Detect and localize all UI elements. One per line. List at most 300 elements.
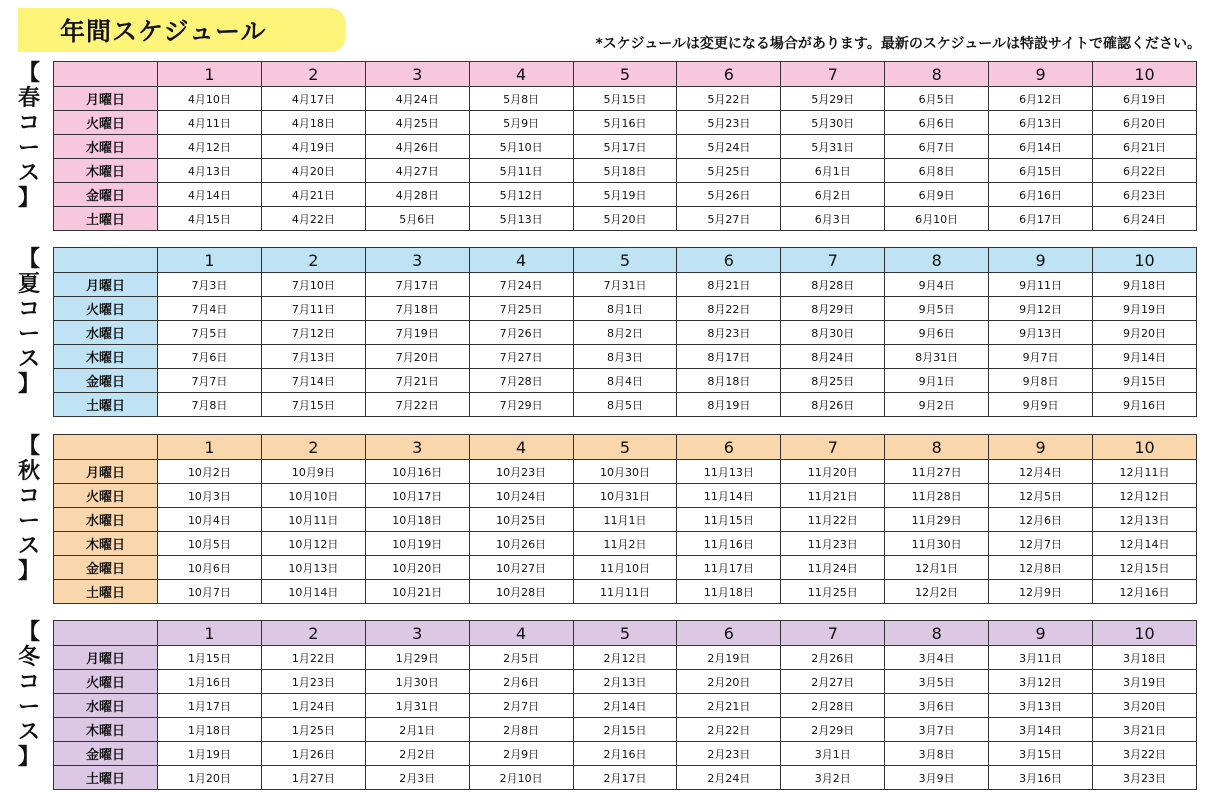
date-cell: 7月7日 <box>158 369 262 393</box>
day-cell: 木曜日 <box>54 532 158 556</box>
season-label-char: 】 <box>17 372 40 397</box>
date-cell: 5月24日 <box>677 135 781 159</box>
date-cell: 10月31日 <box>573 484 677 508</box>
table-row <box>54 183 1197 207</box>
date-cell: 11月20日 <box>781 460 885 484</box>
day-cell: 火曜日 <box>54 484 158 508</box>
date-cell: 3月18日 <box>1093 646 1197 670</box>
date-cell: 2月26日 <box>781 646 885 670</box>
date-cell: 12月16日 <box>1093 580 1197 604</box>
date-cell: 12月15日 <box>1093 556 1197 580</box>
date-cell: 3月7日 <box>885 718 989 742</box>
season-label-char: 【 <box>17 620 40 645</box>
date-cell: 10月21日 <box>365 580 469 604</box>
date-cell: 7月17日 <box>365 273 469 297</box>
season-label-char: 冬 <box>17 645 40 670</box>
date-cell: 3月23日 <box>1093 766 1197 790</box>
date-cell: 4月18日 <box>261 111 365 135</box>
date-cell: 10月20日 <box>365 556 469 580</box>
date-cell: 10月19日 <box>365 532 469 556</box>
date-cell: 4月20日 <box>261 159 365 183</box>
date-cell: 8月1日 <box>573 297 677 321</box>
column-header-3: 3 <box>365 621 469 646</box>
date-cell: 3月4日 <box>885 646 989 670</box>
season-label-char: 春 <box>17 86 40 111</box>
date-cell: 2月22日 <box>677 718 781 742</box>
day-cell: 土曜日 <box>54 207 158 231</box>
schedule-table-winter <box>53 620 1197 790</box>
date-cell: 7月27日 <box>469 345 573 369</box>
column-header-5: 5 <box>573 435 677 460</box>
date-cell: 7月26日 <box>469 321 573 345</box>
day-cell: 月曜日 <box>54 646 158 670</box>
date-cell: 7月6日 <box>158 345 262 369</box>
date-cell: 2月21日 <box>677 694 781 718</box>
day-cell: 土曜日 <box>54 766 158 790</box>
table-row <box>54 321 1197 345</box>
date-cell: 6月5日 <box>885 87 989 111</box>
table-row <box>54 297 1197 321</box>
corner-cell <box>54 248 158 273</box>
date-cell: 2月2日 <box>365 742 469 766</box>
date-cell: 2月1日 <box>365 718 469 742</box>
date-cell: 2月20日 <box>677 670 781 694</box>
season-autumn <box>0 434 1213 610</box>
date-cell: 12月8日 <box>989 556 1093 580</box>
date-cell: 2月14日 <box>573 694 677 718</box>
table-row <box>54 508 1197 532</box>
date-cell: 5月10日 <box>469 135 573 159</box>
corner-cell <box>54 62 158 87</box>
column-header-7: 7 <box>781 62 885 87</box>
date-cell: 9月11日 <box>989 273 1093 297</box>
date-cell: 12月5日 <box>989 484 1093 508</box>
column-header-8: 8 <box>885 435 989 460</box>
date-cell: 10月7日 <box>158 580 262 604</box>
date-cell: 5月17日 <box>573 135 677 159</box>
day-cell: 水曜日 <box>54 508 158 532</box>
column-header-7: 7 <box>781 435 885 460</box>
date-cell: 3月16日 <box>989 766 1093 790</box>
schedule-table-autumn <box>53 434 1197 604</box>
date-cell: 6月8日 <box>885 159 989 183</box>
date-cell: 5月23日 <box>677 111 781 135</box>
date-cell: 11月29日 <box>885 508 989 532</box>
table-row <box>54 646 1197 670</box>
day-cell: 月曜日 <box>54 273 158 297</box>
date-cell: 10月9日 <box>261 460 365 484</box>
day-cell: 月曜日 <box>54 460 158 484</box>
date-cell: 5月13日 <box>469 207 573 231</box>
season-summer <box>0 247 1213 423</box>
date-cell: 8月24日 <box>781 345 885 369</box>
column-header-7: 7 <box>781 621 885 646</box>
column-header-10: 10 <box>1093 621 1197 646</box>
date-cell: 3月12日 <box>989 670 1093 694</box>
date-cell: 9月19日 <box>1093 297 1197 321</box>
date-cell: 11月25日 <box>781 580 885 604</box>
date-cell: 9月8日 <box>989 369 1093 393</box>
date-cell: 2月16日 <box>573 742 677 766</box>
table-header-row <box>54 62 1197 87</box>
date-cell: 2月15日 <box>573 718 677 742</box>
date-cell: 1月30日 <box>365 670 469 694</box>
date-cell: 5月30日 <box>781 111 885 135</box>
date-cell: 12月2日 <box>885 580 989 604</box>
season-label-char: 夏 <box>17 272 40 297</box>
date-cell: 7月22日 <box>365 393 469 417</box>
table-row <box>54 207 1197 231</box>
date-cell: 2月19日 <box>677 646 781 670</box>
date-cell: 1月27日 <box>261 766 365 790</box>
date-cell: 7月10日 <box>261 273 365 297</box>
date-cell: 10月14日 <box>261 580 365 604</box>
date-cell: 12月1日 <box>885 556 989 580</box>
column-header-10: 10 <box>1093 248 1197 273</box>
date-cell: 2月9日 <box>469 742 573 766</box>
date-cell: 11月24日 <box>781 556 885 580</box>
date-cell: 7月31日 <box>573 273 677 297</box>
date-cell: 7月11日 <box>261 297 365 321</box>
date-cell: 4月13日 <box>158 159 262 183</box>
column-header-3: 3 <box>365 435 469 460</box>
column-header-4: 4 <box>469 62 573 87</box>
table-row <box>54 742 1197 766</box>
table-row <box>54 484 1197 508</box>
column-header-7: 7 <box>781 248 885 273</box>
date-cell: 8月2日 <box>573 321 677 345</box>
day-cell: 木曜日 <box>54 159 158 183</box>
table-row <box>54 718 1197 742</box>
date-cell: 4月17日 <box>261 87 365 111</box>
date-cell: 8月17日 <box>677 345 781 369</box>
date-cell: 1月23日 <box>261 670 365 694</box>
date-cell: 10月12日 <box>261 532 365 556</box>
day-cell: 金曜日 <box>54 742 158 766</box>
column-header-4: 4 <box>469 621 573 646</box>
date-cell: 1月26日 <box>261 742 365 766</box>
table-header-row <box>54 621 1197 646</box>
date-cell: 3月6日 <box>885 694 989 718</box>
date-cell: 6月3日 <box>781 207 885 231</box>
schedule-note: *スケジュールは変更になる場合があります。最新のスケジュールは特設サイトで確認ください。 <box>595 36 1201 52</box>
day-cell: 水曜日 <box>54 135 158 159</box>
date-cell: 11月14日 <box>677 484 781 508</box>
date-cell: 8月19日 <box>677 393 781 417</box>
season-label-char: 【 <box>17 434 40 459</box>
date-cell: 7月25日 <box>469 297 573 321</box>
table-row <box>54 393 1197 417</box>
date-cell: 10月11日 <box>261 508 365 532</box>
date-cell: 6月21日 <box>1093 135 1197 159</box>
date-cell: 6月6日 <box>885 111 989 135</box>
date-cell: 9月15日 <box>1093 369 1197 393</box>
date-cell: 7月12日 <box>261 321 365 345</box>
day-cell: 土曜日 <box>54 393 158 417</box>
date-cell: 12月11日 <box>1093 460 1197 484</box>
date-cell: 8月30日 <box>781 321 885 345</box>
date-cell: 3月11日 <box>989 646 1093 670</box>
season-label-summer <box>14 247 44 397</box>
date-cell: 10月5日 <box>158 532 262 556</box>
date-cell: 2月5日 <box>469 646 573 670</box>
date-cell: 11月23日 <box>781 532 885 556</box>
date-cell: 3月15日 <box>989 742 1093 766</box>
date-cell: 8月18日 <box>677 369 781 393</box>
table-row <box>54 460 1197 484</box>
date-cell: 10月16日 <box>365 460 469 484</box>
date-cell: 2月27日 <box>781 670 885 694</box>
date-cell: 5月27日 <box>677 207 781 231</box>
date-cell: 12月13日 <box>1093 508 1197 532</box>
day-cell: 木曜日 <box>54 345 158 369</box>
column-header-3: 3 <box>365 62 469 87</box>
date-cell: 8月28日 <box>781 273 885 297</box>
date-cell: 11月1日 <box>573 508 677 532</box>
date-cell: 7月13日 <box>261 345 365 369</box>
date-cell: 6月23日 <box>1093 183 1197 207</box>
date-cell: 5月29日 <box>781 87 885 111</box>
column-header-2: 2 <box>261 62 365 87</box>
date-cell: 2月29日 <box>781 718 885 742</box>
date-cell: 8月5日 <box>573 393 677 417</box>
date-cell: 11月15日 <box>677 508 781 532</box>
date-cell: 7月19日 <box>365 321 469 345</box>
table-row <box>54 766 1197 790</box>
date-cell: 6月20日 <box>1093 111 1197 135</box>
column-header-9: 9 <box>989 62 1093 87</box>
date-cell: 8月26日 <box>781 393 885 417</box>
day-cell: 火曜日 <box>54 297 158 321</box>
day-cell: 土曜日 <box>54 580 158 604</box>
season-label-char: ス <box>17 720 40 745</box>
date-cell: 3月14日 <box>989 718 1093 742</box>
season-label-char: ー <box>17 695 40 720</box>
date-cell: 6月9日 <box>885 183 989 207</box>
date-cell: 5月15日 <box>573 87 677 111</box>
date-cell: 10月10日 <box>261 484 365 508</box>
date-cell: 4月12日 <box>158 135 262 159</box>
date-cell: 2月13日 <box>573 670 677 694</box>
date-cell: 5月9日 <box>469 111 573 135</box>
date-cell: 7月21日 <box>365 369 469 393</box>
date-cell: 9月9日 <box>989 393 1093 417</box>
date-cell: 6月10日 <box>885 207 989 231</box>
date-cell: 2月28日 <box>781 694 885 718</box>
table-row <box>54 369 1197 393</box>
date-cell: 7月8日 <box>158 393 262 417</box>
date-cell: 11月22日 <box>781 508 885 532</box>
date-cell: 3月5日 <box>885 670 989 694</box>
date-cell: 11月16日 <box>677 532 781 556</box>
date-cell: 7月29日 <box>469 393 573 417</box>
date-cell: 1月18日 <box>158 718 262 742</box>
date-cell: 8月3日 <box>573 345 677 369</box>
date-cell: 9月4日 <box>885 273 989 297</box>
day-cell: 火曜日 <box>54 111 158 135</box>
date-cell: 11月13日 <box>677 460 781 484</box>
date-cell: 4月26日 <box>365 135 469 159</box>
page-title: 年間スケジュール <box>60 17 267 46</box>
column-header-2: 2 <box>261 435 365 460</box>
season-label-char: コ <box>17 297 40 322</box>
date-cell: 10月25日 <box>469 508 573 532</box>
date-cell: 12月6日 <box>989 508 1093 532</box>
date-cell: 5月22日 <box>677 87 781 111</box>
date-cell: 11月18日 <box>677 580 781 604</box>
date-cell: 10月2日 <box>158 460 262 484</box>
date-cell: 5月16日 <box>573 111 677 135</box>
date-cell: 10月4日 <box>158 508 262 532</box>
date-cell: 2月23日 <box>677 742 781 766</box>
date-cell: 9月5日 <box>885 297 989 321</box>
season-label-char: ス <box>17 347 40 372</box>
date-cell: 4月14日 <box>158 183 262 207</box>
date-cell: 11月10日 <box>573 556 677 580</box>
date-cell: 10月24日 <box>469 484 573 508</box>
date-cell: 3月13日 <box>989 694 1093 718</box>
date-cell: 1月20日 <box>158 766 262 790</box>
table-row <box>54 580 1197 604</box>
date-cell: 9月14日 <box>1093 345 1197 369</box>
corner-cell <box>54 621 158 646</box>
date-cell: 8月21日 <box>677 273 781 297</box>
table-header-row <box>54 248 1197 273</box>
date-cell: 6月7日 <box>885 135 989 159</box>
column-header-6: 6 <box>677 621 781 646</box>
date-cell: 3月2日 <box>781 766 885 790</box>
date-cell: 4月10日 <box>158 87 262 111</box>
date-cell: 8月29日 <box>781 297 885 321</box>
date-cell: 6月13日 <box>989 111 1093 135</box>
date-cell: 7月15日 <box>261 393 365 417</box>
season-label-char: ー <box>17 322 40 347</box>
date-cell: 12月4日 <box>989 460 1093 484</box>
table-row <box>54 345 1197 369</box>
date-cell: 7月24日 <box>469 273 573 297</box>
season-label-char: コ <box>17 111 40 136</box>
column-header-9: 9 <box>989 435 1093 460</box>
date-cell: 10月27日 <box>469 556 573 580</box>
date-cell: 1月22日 <box>261 646 365 670</box>
column-header-9: 9 <box>989 248 1093 273</box>
table-row <box>54 159 1197 183</box>
table-row <box>54 135 1197 159</box>
date-cell: 9月20日 <box>1093 321 1197 345</box>
date-cell: 6月2日 <box>781 183 885 207</box>
date-cell: 2月24日 <box>677 766 781 790</box>
season-label-char: ー <box>17 136 40 161</box>
date-cell: 1月15日 <box>158 646 262 670</box>
season-label-char: 【 <box>17 61 40 86</box>
date-cell: 10月6日 <box>158 556 262 580</box>
date-cell: 4月21日 <box>261 183 365 207</box>
date-cell: 2月6日 <box>469 670 573 694</box>
date-cell: 11月28日 <box>885 484 989 508</box>
season-winter <box>0 620 1213 796</box>
date-cell: 1月29日 <box>365 646 469 670</box>
date-cell: 11月2日 <box>573 532 677 556</box>
column-header-1: 1 <box>158 621 262 646</box>
date-cell: 8月23日 <box>677 321 781 345</box>
date-cell: 3月20日 <box>1093 694 1197 718</box>
date-cell: 10月18日 <box>365 508 469 532</box>
date-cell: 10月17日 <box>365 484 469 508</box>
date-cell: 12月14日 <box>1093 532 1197 556</box>
season-label-char: 【 <box>17 247 40 272</box>
date-cell: 9月7日 <box>989 345 1093 369</box>
date-cell: 9月6日 <box>885 321 989 345</box>
date-cell: 5月26日 <box>677 183 781 207</box>
date-cell: 5月11日 <box>469 159 573 183</box>
date-cell: 6月12日 <box>989 87 1093 111</box>
column-header-4: 4 <box>469 435 573 460</box>
corner-cell <box>54 435 158 460</box>
date-cell: 9月18日 <box>1093 273 1197 297</box>
date-cell: 5月31日 <box>781 135 885 159</box>
schedule-table-summer <box>53 247 1197 417</box>
column-header-1: 1 <box>158 435 262 460</box>
date-cell: 10月28日 <box>469 580 573 604</box>
table-row <box>54 670 1197 694</box>
date-cell: 5月19日 <box>573 183 677 207</box>
day-cell: 月曜日 <box>54 87 158 111</box>
date-cell: 2月10日 <box>469 766 573 790</box>
date-cell: 5月8日 <box>469 87 573 111</box>
table-row <box>54 532 1197 556</box>
date-cell: 5月18日 <box>573 159 677 183</box>
date-cell: 10月26日 <box>469 532 573 556</box>
date-cell: 12月7日 <box>989 532 1093 556</box>
season-label-winter <box>14 620 44 770</box>
date-cell: 3月22日 <box>1093 742 1197 766</box>
date-cell: 5月25日 <box>677 159 781 183</box>
date-cell: 7月28日 <box>469 369 573 393</box>
season-label-char: 秋 <box>17 459 40 484</box>
date-cell: 8月31日 <box>885 345 989 369</box>
date-cell: 11月21日 <box>781 484 885 508</box>
date-cell: 5月12日 <box>469 183 573 207</box>
date-cell: 6月15日 <box>989 159 1093 183</box>
date-cell: 11月27日 <box>885 460 989 484</box>
date-cell: 1月19日 <box>158 742 262 766</box>
date-cell: 7月14日 <box>261 369 365 393</box>
table-header-row <box>54 435 1197 460</box>
date-cell: 3月1日 <box>781 742 885 766</box>
date-cell: 9月13日 <box>989 321 1093 345</box>
date-cell: 8月22日 <box>677 297 781 321</box>
date-cell: 11月30日 <box>885 532 989 556</box>
date-cell: 6月16日 <box>989 183 1093 207</box>
date-cell: 4月11日 <box>158 111 262 135</box>
date-cell: 6月1日 <box>781 159 885 183</box>
date-cell: 2月3日 <box>365 766 469 790</box>
column-header-8: 8 <box>885 248 989 273</box>
date-cell: 4月19日 <box>261 135 365 159</box>
date-cell: 7月5日 <box>158 321 262 345</box>
season-label-spring <box>14 61 44 211</box>
column-header-10: 10 <box>1093 62 1197 87</box>
date-cell: 9月2日 <box>885 393 989 417</box>
column-header-6: 6 <box>677 435 781 460</box>
table-row <box>54 273 1197 297</box>
date-cell: 8月25日 <box>781 369 885 393</box>
season-label-char: ス <box>17 534 40 559</box>
date-cell: 4月22日 <box>261 207 365 231</box>
date-cell: 10月3日 <box>158 484 262 508</box>
date-cell: 9月16日 <box>1093 393 1197 417</box>
column-header-6: 6 <box>677 62 781 87</box>
